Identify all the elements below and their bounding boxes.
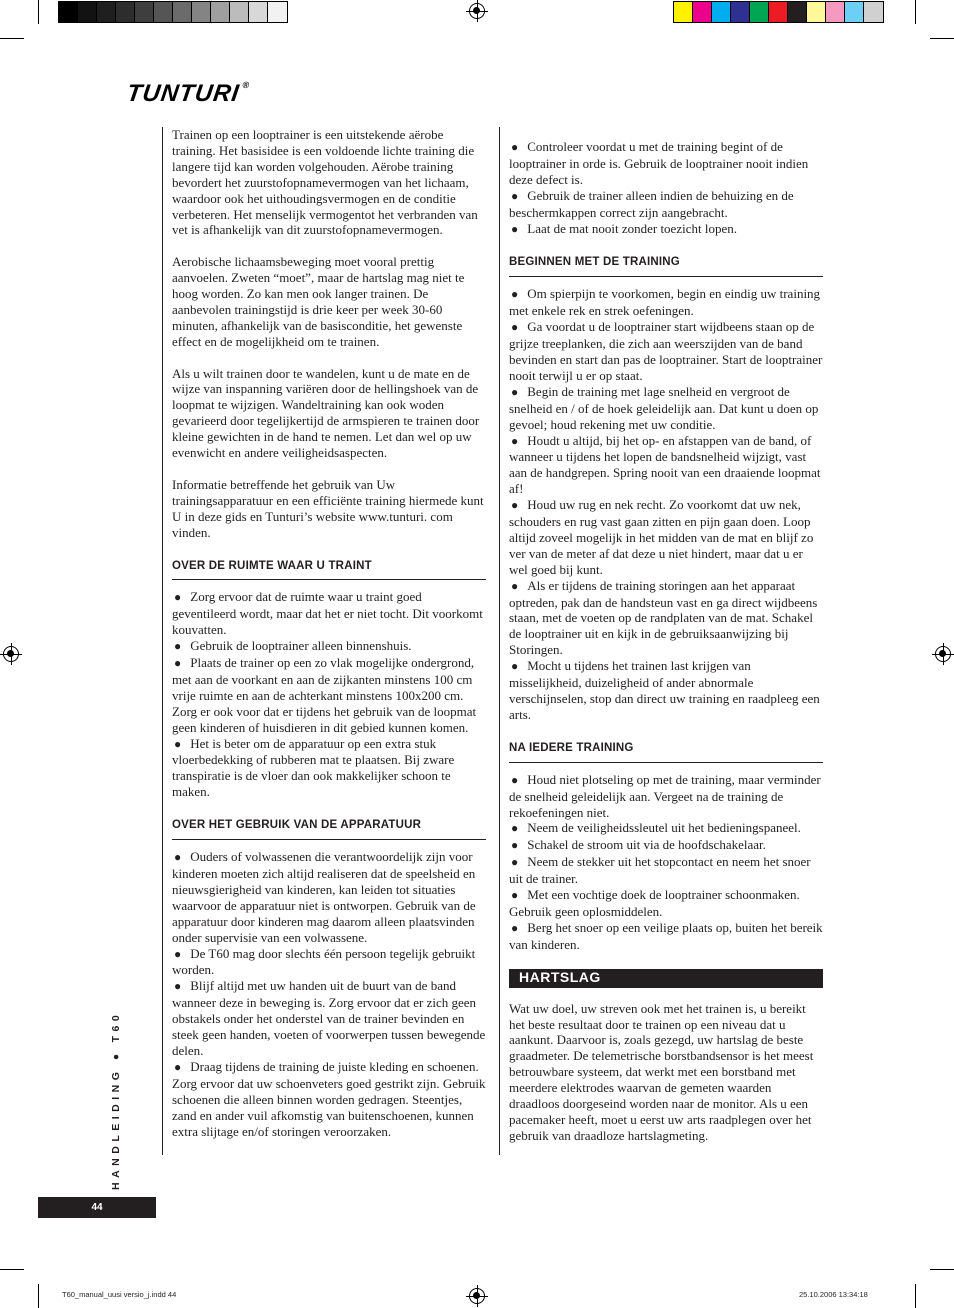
section-heading-after: NA IEDERE TRAINING	[509, 741, 823, 763]
registration-mark-icon	[3, 646, 19, 662]
bullet-item: ● Mocht u tijdens het trainen last krijgen van misselijkheid, duizeligheid of ander abnormale verschijnselen, stop dan direct uw training en raadpleeg een arts.	[509, 658, 823, 723]
section-heading-heartrate: HARTSLAG	[509, 969, 823, 988]
color-swatch	[78, 2, 97, 22]
crop-mark	[930, 1269, 954, 1270]
tunturi-logo: TUNTURI®	[125, 80, 251, 107]
color-swatch	[135, 2, 154, 22]
grayscale-color-bar	[58, 1, 288, 23]
color-swatch	[154, 2, 173, 22]
bullet-item: ● Houd niet plotseling op met de training, maar verminder de snelheid geleidelijk aan. Vergeet na de training de rekoefeningen niet.	[509, 772, 823, 821]
bullet-item: ● Controleer voordat u met de training begint of de looptrainer in orde is. Gebruik de looptrainer nooit indien deze defect is.	[509, 139, 823, 188]
bullet-item: ● Begin de training met lage snelheid en vergroot de snelheid en / of de hoek geleidelijk aan. Dat kunt u doen op gevoel; houd rekening met uw conditie.	[509, 384, 823, 433]
crop-mark	[38, 0, 39, 24]
intro-paragraph: Aerobische lichaamsbeweging moet vooral prettig aanvoelen. Zweten “moet”, maar de hartslag mag niet te hoog worden. Zo kan men ook langer trainen. De aanbevolen trainingstijd is drie keer per week 30-60 minuten, afhankelijk van de basisconditie, het gewenste effect en de mogelijkheid om te trainen.	[172, 254, 465, 349]
bullet-item: ● Met een vochtige doek de looptrainer schoonmaken. Gebruik geen oplosmiddelen.	[509, 887, 823, 920]
section-heading-usage: OVER HET GEBRUIK VAN DE APPARATUUR	[172, 818, 486, 840]
color-swatch	[59, 2, 78, 22]
page-number: 44	[38, 1197, 156, 1218]
crop-mark	[915, 1284, 916, 1308]
section-heading-room: OVER DE RUIMTE WAAR U TRAINT	[172, 559, 486, 581]
bullet-item: ● Berg het snoer op een veilige plaats op, buiten het bereik van kinderen.	[509, 920, 823, 953]
color-swatch	[712, 2, 731, 22]
left-column	[172, 127, 486, 1139]
slug-filename: T60_manual_uusi versio_j.indd 44	[62, 1290, 177, 1299]
crop-mark	[930, 38, 954, 39]
color-swatch	[845, 2, 864, 22]
process-color-bar	[673, 1, 884, 23]
slug-timestamp: 25.10.2006 13:34:18	[799, 1290, 868, 1299]
bullet-item: ● Zorg ervoor dat de ruimte waar u traint goed geventileerd wordt, maar dat het er niet tocht. Dit voorkomt kouvatten.	[172, 589, 486, 638]
bullet-item: ● Ouders of volwassenen die verantwoordelijk zijn voor kinderen moeten zich altijd realiseren dat de speelsheid en nieuwsgierigheid van kinderen, kan leiden tot situaties waarvoor de apparatuur niet is ontworpen. Gebruik van de apparatuur door kinderen mag daarom alleen plaatsvinden onder supervisie van een volwassene.	[172, 849, 486, 945]
bullet-item: ● Neem de stekker uit het stopcontact en neem het snoer uit de trainer.	[509, 854, 823, 887]
color-swatch	[731, 2, 750, 22]
side-running-title: HANDLEIDING ● T60	[110, 1010, 122, 1190]
color-swatch	[674, 2, 693, 22]
right-column	[509, 139, 823, 1144]
bullet-item: ● Neem de veiligheidssleutel uit het bedieningspaneel.	[509, 820, 823, 837]
color-swatch	[211, 2, 230, 22]
color-swatch	[864, 2, 883, 22]
color-swatch	[788, 2, 807, 22]
bullet-item: ● Blijf altijd met uw handen uit de buurt van de band wanneer deze in beweging is. Zorg ervoor dat er zich geen obstakels onder het onderstel van de trainer bevinden en steek geen handen, voeten of voorwerpen tussen bewegende delen.	[172, 978, 486, 1059]
bullet-item: ● Gebruik de trainer alleen indien de behuizing en de beschermkappen correct zijn aangebracht.	[509, 188, 823, 221]
column-rule	[499, 127, 500, 1155]
heartrate-paragraph: Wat uw doel, uw streven ook met het trainen is, u bereikt het beste resultaat door te trainen op een niveau dat u aankunt. Daarvoor is, zoals gezegd, uw hartslag de beste graadmeter. De telemetrische borstbandsensor is het meest betrouwbare systeem, dat werkt met een borstband met meerdere elektrodes waarvan de gemeten waarden draadloos doorgeseind worden naar de monitor. Als u een pacemaker heeft, moet u eerst uw arts raadplegen over het gebruik van draadloze hartslagmeting.	[509, 1000, 814, 1143]
color-swatch	[807, 2, 826, 22]
bullet-item: ● Laat de mat nooit zonder toezicht lopen.	[509, 221, 823, 238]
registration-mark-icon	[935, 646, 951, 662]
crop-mark	[0, 38, 24, 39]
bullet-item: ● Als er tijdens de training storingen aan het apparaat optreden, pak dan de handsteun vast en ga direct wijdbeens staan, met de voeten op de randplaten van de mat. Schakel de looptrainer uit en kijk in de gebruiksaanwijzing bij Storingen.	[509, 578, 823, 659]
color-swatch	[750, 2, 769, 22]
color-swatch	[173, 2, 192, 22]
bullet-item: ● Draag tijdens de training de juiste kleding en schoenen. Zorg ervoor dat uw schoenveters goed gestrikt zijn. Gebruik schoenen die alleen binnen worden gedragen. Steentjes, zand en ander vuil afkomstig van buitenschoenen, kunnen extra slijtage en/of storingen veroorzaken.	[172, 1059, 486, 1140]
color-swatch	[268, 2, 287, 22]
color-swatch	[826, 2, 845, 22]
color-swatch	[769, 2, 788, 22]
color-swatch	[116, 2, 135, 22]
crop-mark	[0, 1269, 24, 1270]
intro-paragraph: Als u wilt trainen door te wandelen, kunt u de mate en de wijze van inspanning variëren door de hellingshoek van de loopmat te wijzigen. Wandeltraining kan ook woden gevarieerd door tegelijkertijd de armspieren te trainen door kleine gewichten in de hand te nemen. Let dan wel op uw evenwicht en andere veiligheidsaspecten.	[172, 365, 480, 461]
bullet-item: ● De T60 mag door slechts één persoon tegelijk gebruikt worden.	[172, 946, 486, 979]
color-swatch	[249, 2, 268, 22]
color-swatch	[693, 2, 712, 22]
bullet-item: ● Om spierpijn te voorkomen, begin en eindig uw training met enkele rek en strek oefeningen.	[509, 286, 823, 319]
bullet-item: ● Gebruik de looptrainer alleen binnenshuis.	[172, 638, 486, 655]
crop-mark	[38, 1284, 39, 1308]
section-heading-start: BEGINNEN MET DE TRAINING	[509, 255, 823, 277]
bullet-item: ● Ga voordat u de looptrainer start wijdbeens staan op de grijze treeplanken, die zich aan weerszijden van de band bevinden en start dan pas de looptrainer. Start de looptrainer nooit terwijl u er op staat.	[509, 319, 823, 384]
intro-paragraph: Informatie betreffende het gebruik van Uw trainingsapparatuur en een efficiënte training hiermede kunt U in deze gids en Tunturi’s website www.tunturi. com vinden.	[172, 476, 484, 540]
registration-mark-icon	[469, 3, 485, 19]
color-swatch	[192, 2, 211, 22]
intro-paragraph: Trainen op een looptrainer is een uitstekende aërobe training. Het basisidee is een voldoende lichte training die langere tijd kan worden volgehouden. Aërobe training bevordert het zuurstofopnamevermogen van het lichaam, waardoor ook het uithoudingsvermogen en de conditie verbeteren. Het menselijk vermogentot het verbranden van vet is afhankelijk van dit zuurstofopnamevermogen.	[172, 127, 478, 238]
color-swatch	[230, 2, 249, 22]
bullet-item: ● Houdt u altijd, bij het op- en afstappen van de band, of wanneer u tijdens het lopen de bandsnelheid wijzigt, vast aan de handgrepen. Spring nooit van een draaiende loopmat af!	[509, 433, 823, 498]
column-rule	[162, 127, 163, 1155]
crop-mark	[915, 0, 916, 24]
bullet-item: ● Plaats de trainer op een zo vlak mogelijke ondergrond, met aan de voorkant en aan de zijkanten minstens 100 cm vrije ruimte en aan de achterkant minstens 100x200 cm. Zorg er ook voor dat er tijdens het gebruik van de loopmat geen kinderen of huisdieren in dit gebied kunnen komen.	[172, 655, 486, 736]
color-swatch	[97, 2, 116, 22]
bullet-item: ● Houd uw rug en nek recht. Zo voorkomt dat uw nek, schouders en rug vast gaan zitten en pijn gaan doen. Loop altijd zoveel mogelijk in het midden van de mat en blijf zo ver van de meter af dat deze u niet hindert, maar dat u er wel goed bij kunt.	[509, 497, 823, 578]
bullet-item: ● Het is beter om de apparatuur op een extra stuk vloerbedekking of rubberen mat te plaatsen. Bij zware transpiratie is de vloer dan ook makkelijker schoon te maken.	[172, 736, 486, 801]
registration-mark-icon	[469, 1288, 485, 1304]
bullet-item: ● Schakel de stroom uit via de hoofdschakelaar.	[509, 837, 823, 854]
